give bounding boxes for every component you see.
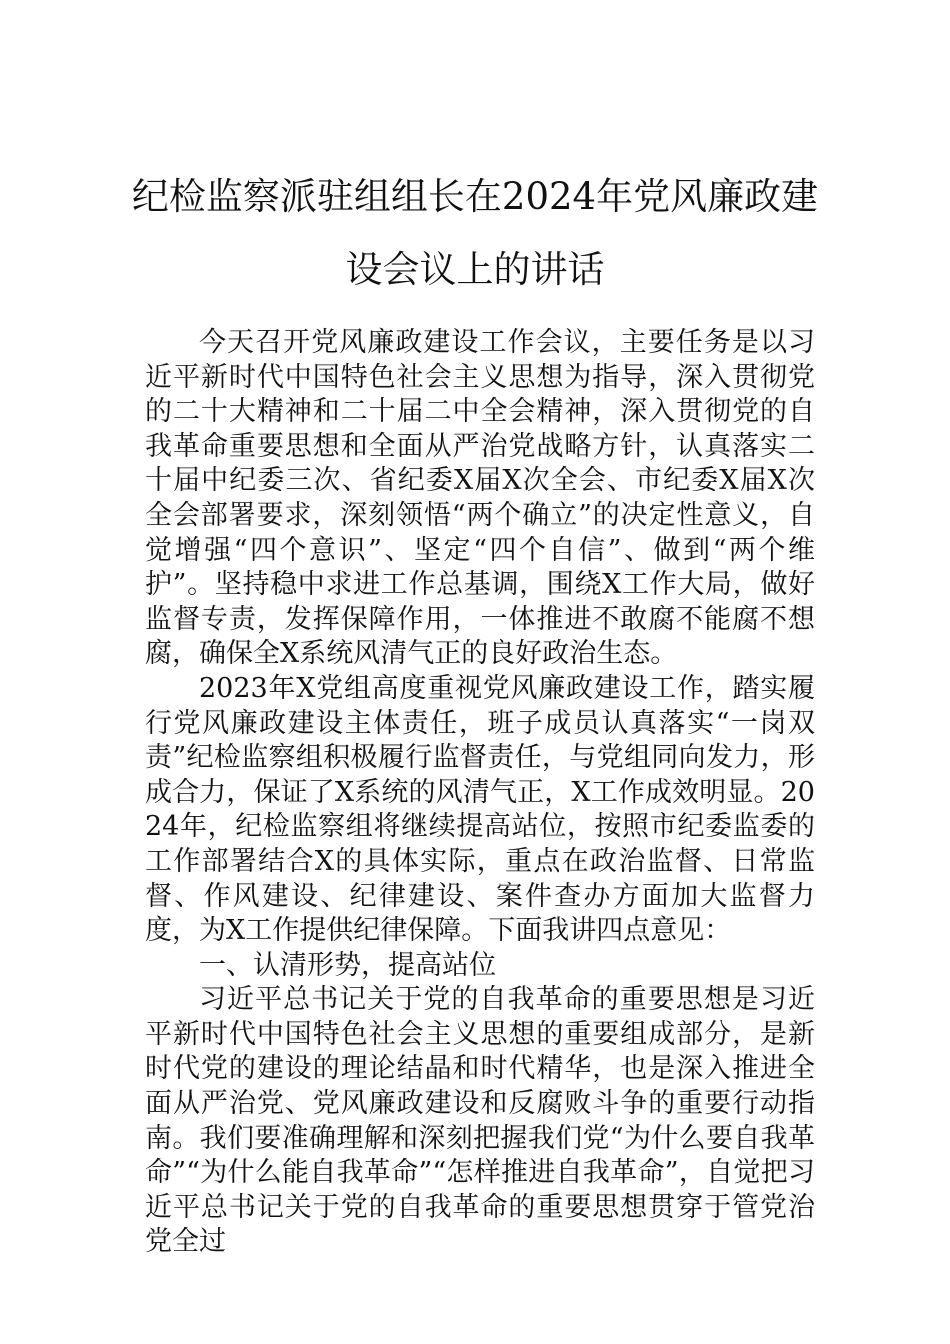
paragraph-2023-review: 2023年X党组高度重视党风廉政建设工作，踏实履行党风廉政建设主体责任，班子成员认真落实“一岗双责”纪检监察组积极履行监督责任，与党组同向发力，形成合力，保证了X系统的风清气正，X工作成效明显。2024年，纪检监察组将继续提高站位，按照市纪委监委的工作部署结合X的具体实际，重点在政治监督、日常监督、作风建设、纪律建设、案件查办方面加大监督力度，为X工作提供纪律保障。下面我讲四点意见： bbox=[145, 672, 815, 947]
paragraph-self-revolution: 习近平总书记关于党的自我革命的重要思想是习近平新时代中国特色社会主义思想的重要组成部分，是新时代党的建设的理论结晶和时代精华，也是深入推进全面从严治党、党风廉政建设和反腐败斗争的重要行动指南。我们要准确理解和深刻把握我们党“为什么要自我革命”“为什么能自我革命”“怎样推进自我革命”，自觉把习近平总书记关于党的自我革命的重要思想贯穿于管党治党全过 bbox=[145, 984, 815, 1258]
title-line-2: 设会议上的讲话 bbox=[345, 248, 605, 291]
document-title bbox=[120, 160, 830, 306]
paragraph-intro: 今天召开党风廉政建设工作会议，主要任务是以习近平新时代中国特色社会主义思想为指导，深入贯彻党的二十大精神和二十届二中全会精神，深入贯彻党的自我革命重要思想和全面从严治党战略方针，认真落实二十届中纪委三次、省纪委X届X次全会、市纪委X届X次全会部署要求，深刻领悟“两个确立”的决定性意义，自觉增强“四个意识”、坚定“四个自信”、做到“两个维护”。坚持稳中求进工作总基调，围绕X工作大局，做好监督专责，发挥保障作用，一体推进不敢腐不能腐不想腐，确保全X系统风清气正的良好政治生态。 bbox=[145, 327, 815, 670]
title-line-1: 纪检监察派驻组组长在2024年党风廉政建 bbox=[131, 175, 819, 218]
document-body bbox=[145, 326, 815, 1260]
section-heading-1: 一、认清形势，提高站位 bbox=[199, 949, 496, 981]
